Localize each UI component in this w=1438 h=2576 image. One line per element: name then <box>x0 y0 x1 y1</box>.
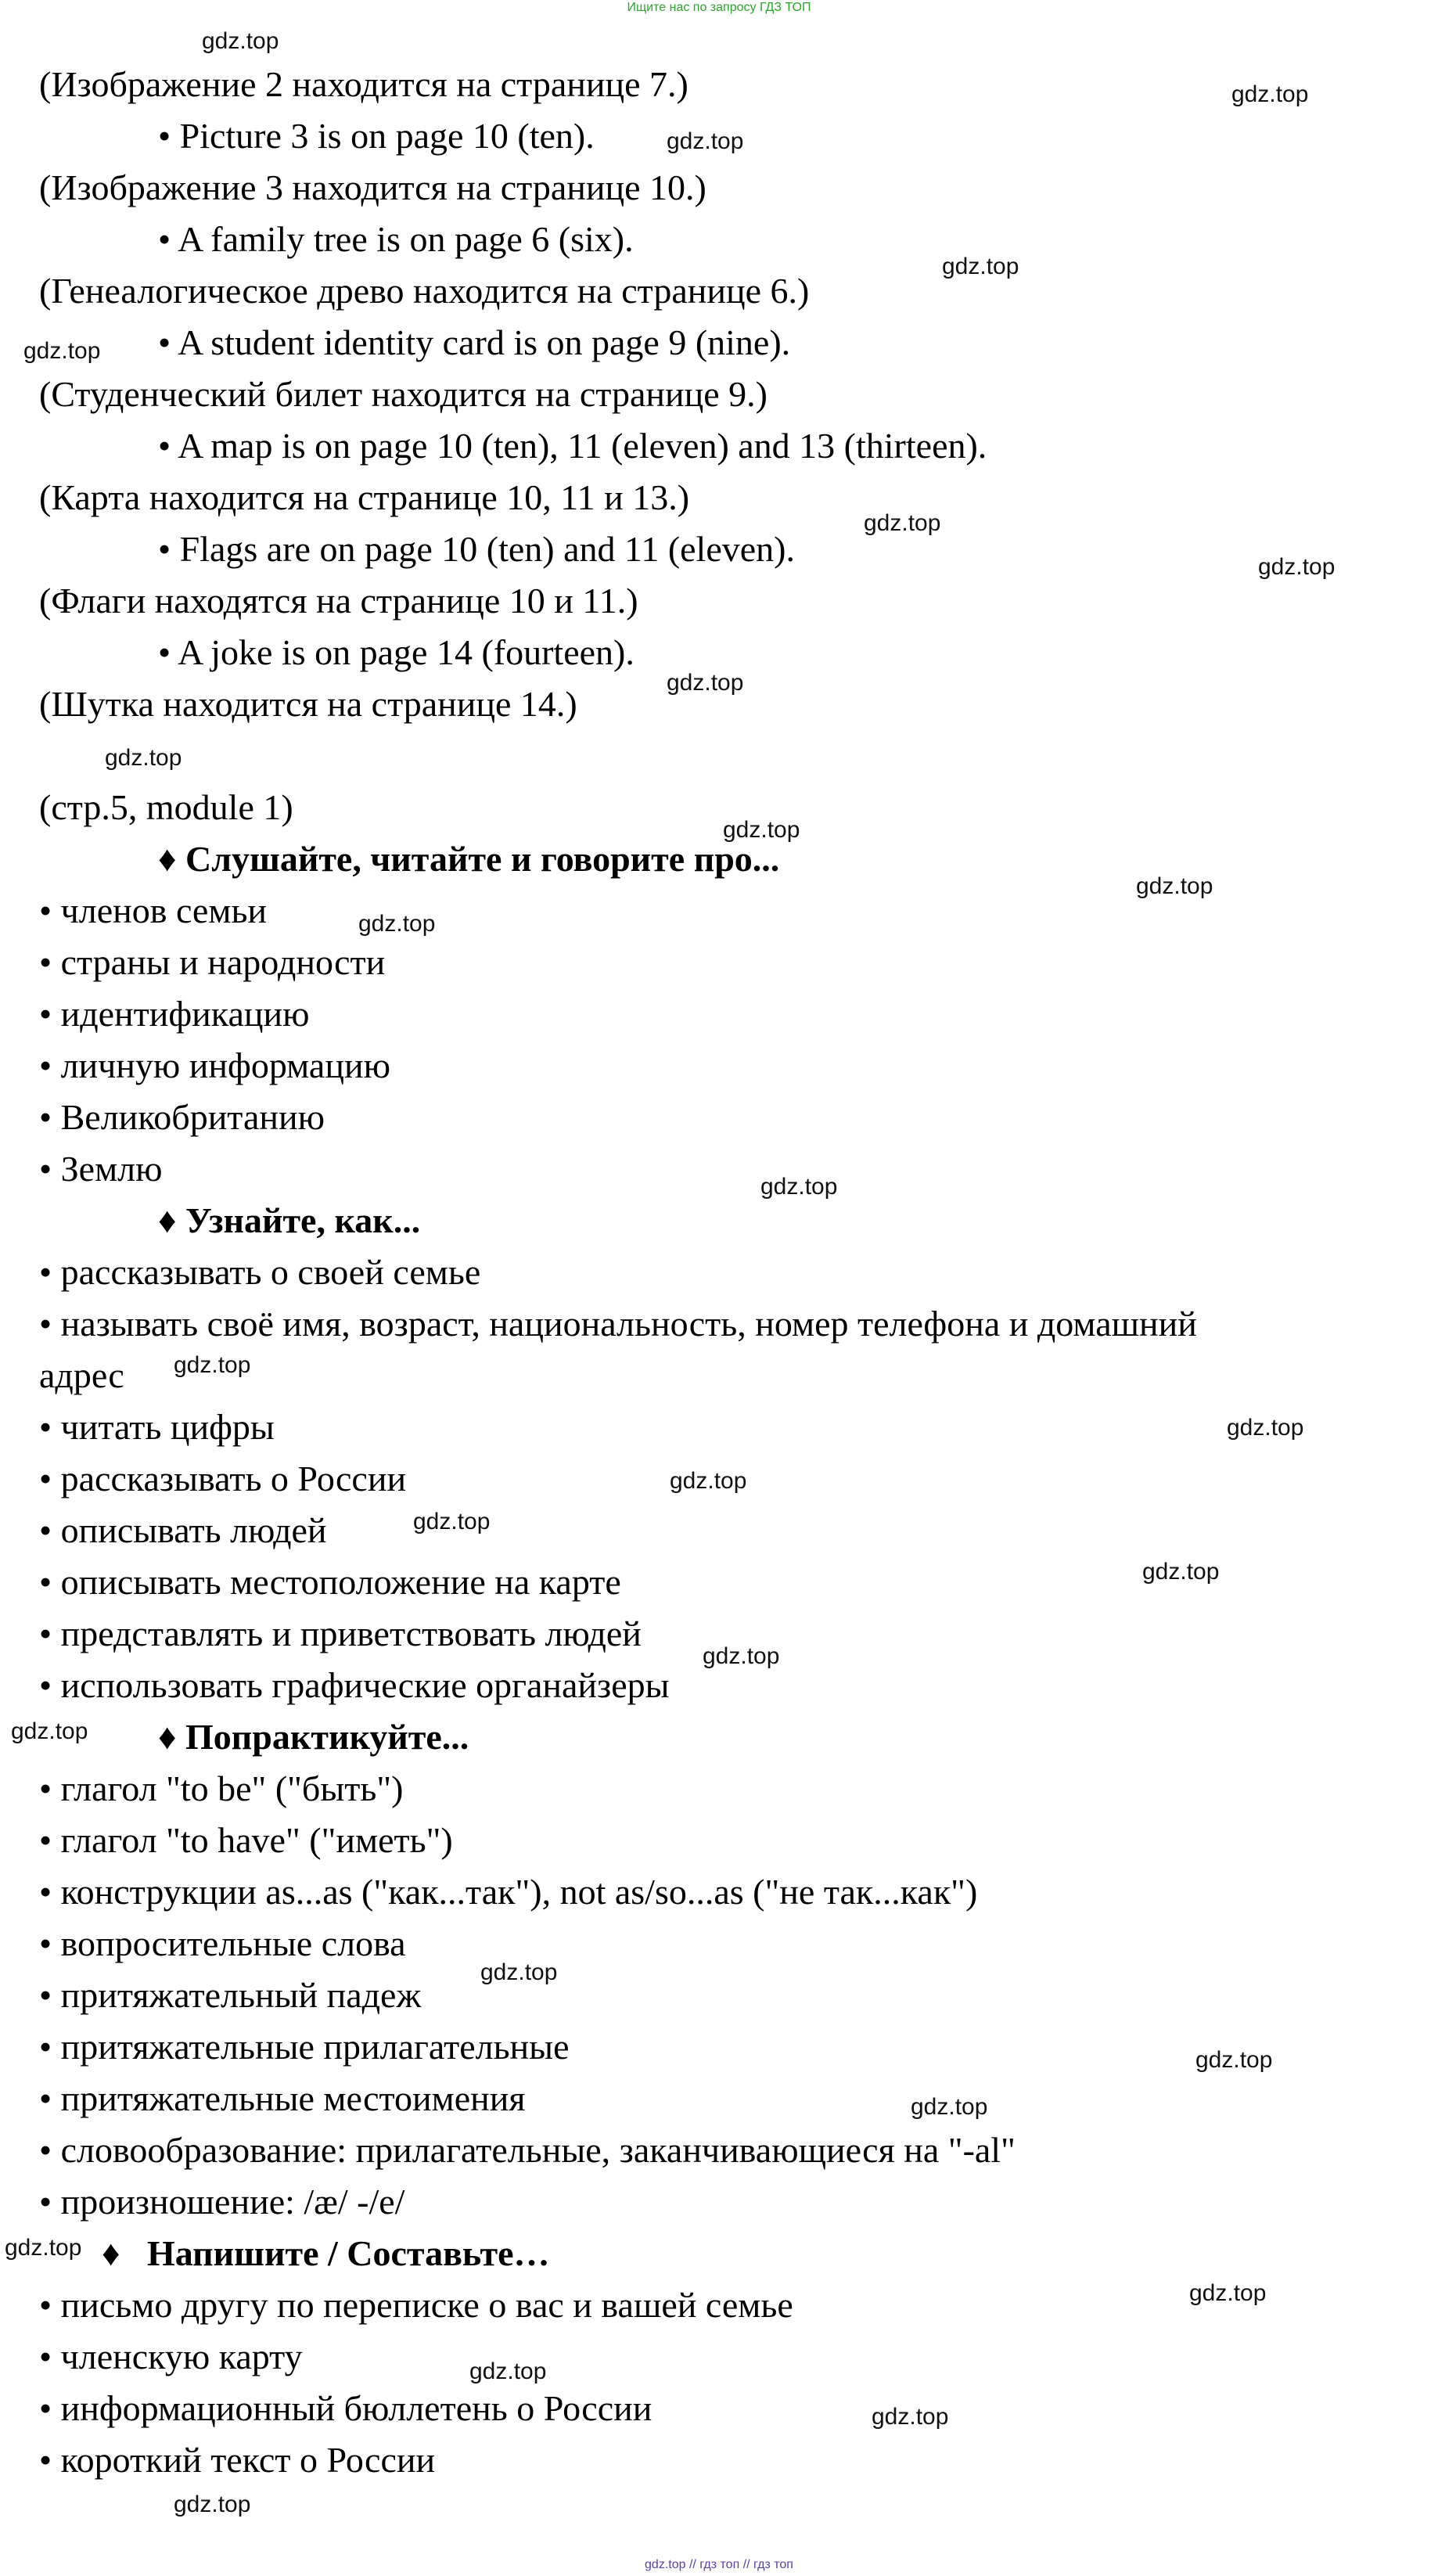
text-line: • A joke is on page 14 (fourteen). <box>158 632 635 672</box>
list-item: • членов семьи <box>39 890 268 930</box>
top-banner: Ищите нас по запросу ГДЗ ТОП <box>627 1 811 14</box>
list-item: • произношение: /æ/ -/e/ <box>39 2182 405 2222</box>
watermark: gdz.top <box>413 1509 491 1534</box>
watermark: gdz.top <box>723 817 800 843</box>
watermark: gdz.top <box>1231 81 1309 107</box>
section-heading-write: ♦ Напишите / Составьте… <box>102 2233 550 2273</box>
watermark: gdz.top <box>703 1643 780 1669</box>
list-item: • глагол "to have" ("иметь") <box>39 1820 453 1860</box>
list-item: • Великобританию <box>39 1097 325 1137</box>
list-item: • описывать местоположение на карте <box>39 1562 621 1602</box>
list-item: • словообразование: прилагательные, заканчивающиеся на "-al" <box>39 2130 1016 2170</box>
list-item: • Землю <box>39 1149 163 1189</box>
list-item: • притяжательный падеж <box>39 1975 422 2015</box>
list-item: • притяжательные местоимения <box>39 2078 526 2118</box>
watermark: gdz.top <box>667 670 744 696</box>
list-item: • описывать людей <box>39 1510 327 1550</box>
list-item: • представлять и приветствовать людей <box>39 1614 642 1653</box>
watermark: gdz.top <box>358 911 436 937</box>
text-line: (Изображение 2 находится на странице 7.) <box>39 64 688 104</box>
watermark: gdz.top <box>480 1959 558 1985</box>
watermark: gdz.top <box>1142 1559 1220 1585</box>
watermark: gdz.top <box>670 1468 747 1494</box>
text-line: • Flags are on page 10 (ten) and 11 (eleven). <box>158 529 795 569</box>
watermark: gdz.top <box>23 338 101 364</box>
list-item: • информационный бюллетень о России <box>39 2388 652 2428</box>
text-line: • A map is on page 10 (ten), 11 (eleven) and 13 (thirteen). <box>158 426 987 466</box>
watermark: gdz.top <box>911 2094 988 2120</box>
list-item: • письмо другу по переписке о вас и вашей семье <box>39 2285 793 2325</box>
list-item: • рассказывать о России <box>39 1459 407 1498</box>
watermark: gdz.top <box>174 2491 251 2517</box>
section-reference: (стр.5, module 1) <box>39 787 293 827</box>
list-item: • рассказывать о своей семье <box>39 1252 481 1292</box>
text-line: (Флаги находятся на странице 10 и 11.) <box>39 581 638 621</box>
list-item: • читать цифры <box>39 1407 275 1447</box>
watermark: gdz.top <box>667 128 744 154</box>
list-item: • использовать графические органайзеры <box>39 1665 670 1705</box>
list-item: • идентификацию <box>39 994 310 1034</box>
watermark: gdz.top <box>864 510 941 536</box>
list-item: • страны и народности <box>39 942 386 982</box>
watermark: gdz.top <box>174 1352 251 1378</box>
text-line: • Picture 3 is on page 10 (ten). <box>158 116 595 156</box>
watermark: gdz.top <box>1136 873 1213 899</box>
list-item: • вопросительные слова <box>39 1923 406 1963</box>
watermark: gdz.top <box>760 1174 838 1200</box>
watermark: gdz.top <box>5 2235 82 2261</box>
list-item: • короткий текст о России <box>39 2440 436 2480</box>
text-line: • A student identity card is on page 9 (nine). <box>158 322 791 362</box>
list-item: • членскую карту <box>39 2337 303 2376</box>
text-line: (Генеалогическое древо находится на странице 6.) <box>39 271 810 311</box>
watermark: gdz.top <box>1189 2280 1267 2306</box>
text-line: (Шутка находится на странице 14.) <box>39 684 577 724</box>
watermark: gdz.top <box>105 745 182 771</box>
watermark: gdz.top <box>1258 554 1336 580</box>
text-line: (Студенческий билет находится на странице 9.) <box>39 374 768 414</box>
watermark: gdz.top <box>469 2358 547 2384</box>
text-line: • A family tree is on page 6 (six). <box>158 219 634 259</box>
section-heading-listen: ♦ Слушайте, читайте и говорите про... <box>158 839 780 879</box>
watermark: gdz.top <box>1195 2047 1273 2073</box>
section-heading-practice: ♦ Попрактикуйте... <box>158 1717 469 1757</box>
watermark: gdz.top <box>202 28 279 54</box>
list-item: • конструкции as...as ("как...так"), not as/so...as ("не так...как") <box>39 1872 978 1912</box>
list-item: • личную информацию <box>39 1045 390 1085</box>
watermark: gdz.top <box>1227 1415 1304 1441</box>
watermark: gdz.top <box>942 254 1019 279</box>
list-item-continuation: адрес <box>39 1355 124 1395</box>
list-item: • называть своё имя, возраст, национальность, номер телефона и домашний <box>39 1304 1197 1344</box>
watermark: gdz.top <box>11 1718 88 1744</box>
section-heading-learn: ♦ Узнайте, как... <box>158 1200 421 1240</box>
watermark: gdz.top <box>872 2404 949 2430</box>
text-line: (Карта находится на странице 10, 11 и 13.) <box>39 477 690 517</box>
list-item: • притяжательные прилагательные <box>39 2027 570 2067</box>
text-line: (Изображение 3 находится на странице 10.) <box>39 167 706 207</box>
bottom-banner: gdz.top // гдз топ // гдз топ <box>645 2558 793 2571</box>
list-item: • глагол "to be" ("быть") <box>39 1768 404 1808</box>
